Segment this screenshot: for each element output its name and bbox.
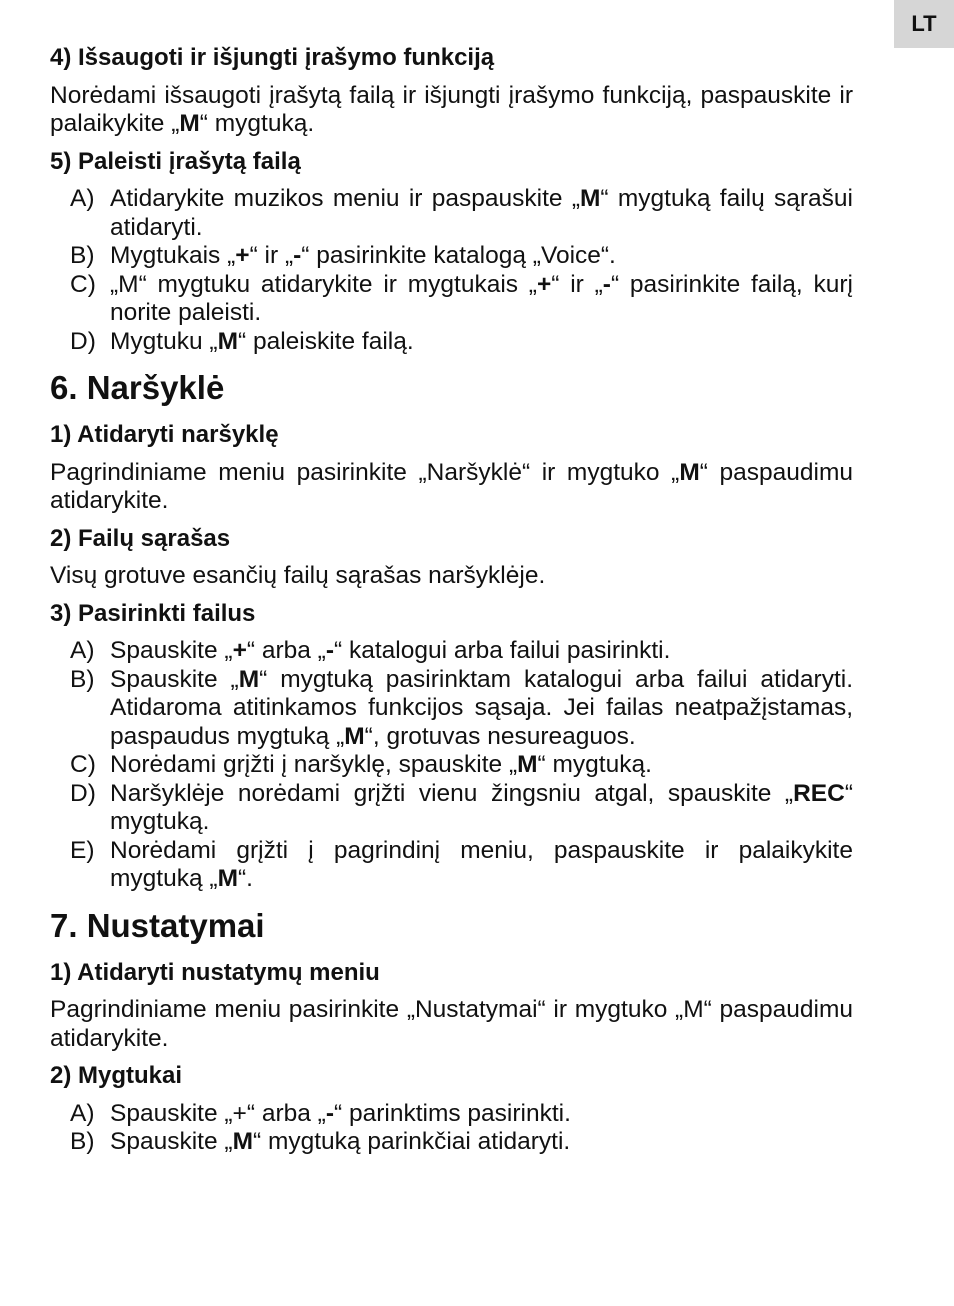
chapter-title: 6. Naršyklė [50, 369, 225, 406]
page-content [50, 44, 853, 1157]
list-item: D) Mygtuku „M“ paleiskite failą. [70, 327, 414, 355]
section-heading: 2) Failų sąrašas [50, 524, 231, 552]
section-heading: 4) Išsaugoti ir išjungti įrašymo funkciją [50, 44, 495, 71]
list-item: A) Spauskite „+“ arba „-“ parinktims pasirinkti. [70, 1099, 571, 1127]
language-tab [894, 0, 954, 48]
paragraph: Visų grotuve esančių failų sąrašas naršyklėje. [50, 562, 546, 589]
step-list [50, 637, 853, 894]
list-item: C) Norėdami grįžti į naršyklę, spauskite „M“ mygtuką. [70, 751, 652, 778]
paragraph: Norėdami išsaugoti įrašytą failą ir išjungti įrašymo funkciją, paspauskite ir palaikykite „M“ mygtuką. [50, 81, 853, 137]
list-item: B) Spauskite „M“ mygtuką parinkčiai atidaryti. [70, 1128, 571, 1155]
step-list [50, 185, 853, 356]
paragraph: Pagrindiniame meniu pasirinkite „Nustatymai“ ir mygtuko „M“ paspaudimu atidarykite. [50, 996, 853, 1052]
section-heading: 3) Pasirinkti failus [50, 599, 256, 627]
list-item: D) Naršyklėje norėdami grįžti vienu žingsniu atgal, spauskite „REC“ mygtuką. [70, 779, 853, 835]
list-item: A) Atidarykite muzikos meniu ir paspauskite „M“ mygtuką failų sąrašui atidaryti. [70, 185, 853, 241]
section-heading: 2) Mygtukai [50, 1062, 183, 1089]
step-list [50, 1100, 853, 1157]
chapter-title: 7. Nustatymai [50, 906, 265, 944]
list-item: C) „M“ mygtuku atidarykite ir mygtukais „+“ ir „-“ pasirinkite failą, kurį norite paleisti. [70, 270, 853, 326]
section-heading: 5) Paleisti įrašytą failą [50, 147, 301, 175]
section-heading: 1) Atidaryti naršyklę [50, 421, 279, 448]
list-item: B) Mygtukais „+“ ir „-“ pasirinkite katalogą „Voice“. [70, 242, 616, 269]
list-item: E) Norėdami grįžti į pagrindinį meniu, paspauskite ir palaikykite mygtuką „M“. [70, 836, 853, 892]
list-item: B) Spauskite „M“ mygtuką pasirinktam katalogui arba failui atidaryti. Atidaroma atitinkamos funkcijos sąsaja. Jei failas neatpažįstamas, paspaudus mygtuką „M“, grotuvas nesureaguos. [70, 665, 853, 750]
language-label: LT [911, 11, 937, 36]
paragraph: Pagrindiniame meniu pasirinkite „Naršyklė“ ir mygtuko „M“ paspaudimu atidarykite. [50, 458, 853, 514]
section-heading: 1) Atidaryti nustatymų meniu [50, 958, 380, 986]
list-item: A) Spauskite „+“ arba „-“ katalogui arba failui pasirinkti. [70, 637, 671, 664]
